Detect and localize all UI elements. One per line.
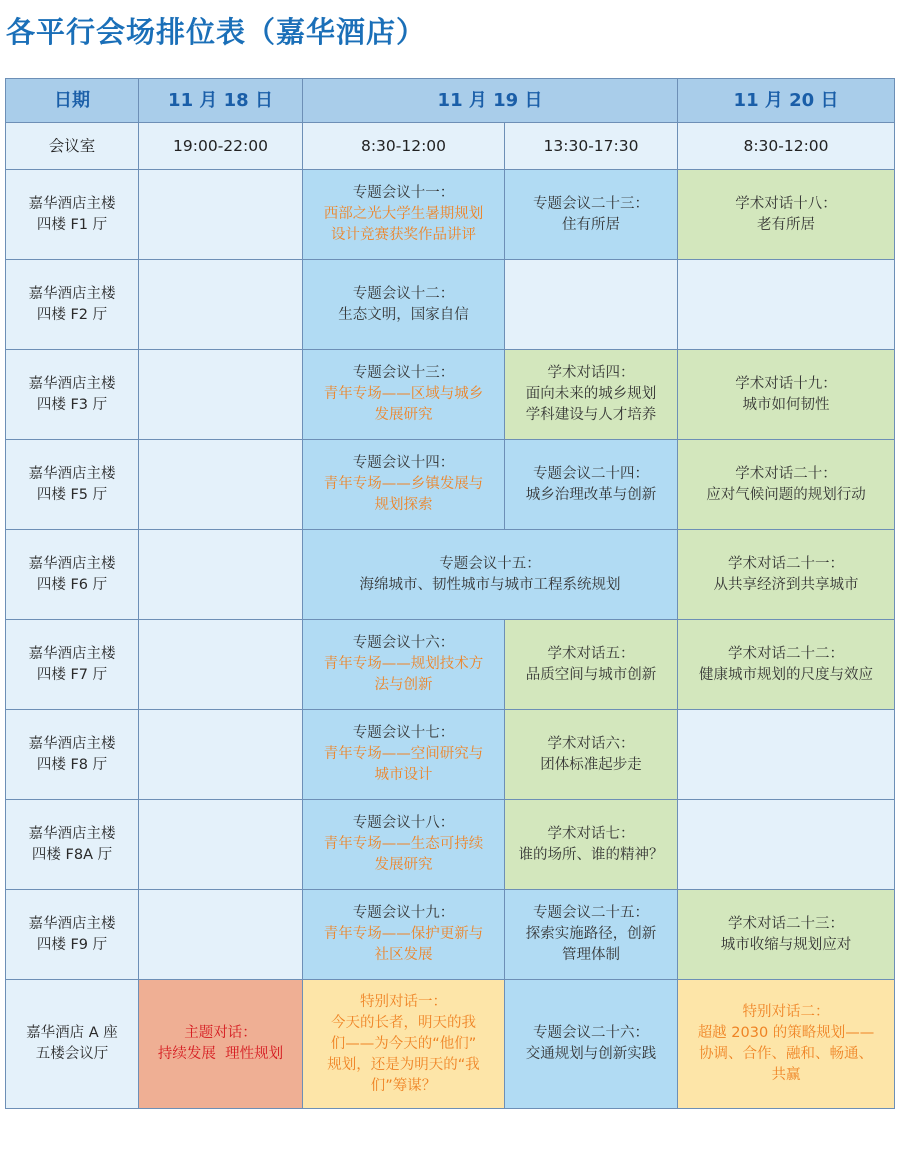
room-label: 会议室 bbox=[6, 123, 139, 170]
session-topic: 协调、合作、融和、畅通、 bbox=[699, 1046, 873, 1062]
session-title: 学术对话六： bbox=[547, 735, 635, 752]
session-cell bbox=[505, 800, 678, 890]
session-cell bbox=[303, 440, 505, 530]
session-topic: 超越 2030 的策略规划—— bbox=[697, 1025, 875, 1041]
room-cell bbox=[6, 890, 139, 980]
session-title: 主题对话： bbox=[184, 1025, 257, 1041]
session-topic: 今天的长者，明天的我 bbox=[331, 1014, 476, 1031]
time-nov-19-pm: 13:30-17:30 bbox=[505, 123, 678, 170]
room-cell bbox=[6, 530, 139, 620]
room-cell bbox=[6, 710, 139, 800]
session-title: 专题会议二十六： bbox=[533, 1025, 649, 1041]
session-cell bbox=[505, 440, 678, 530]
time-row bbox=[6, 123, 895, 170]
session-cell bbox=[303, 800, 505, 890]
session-title: 学术对话五： bbox=[547, 645, 635, 662]
session-title: 专题会议十八： bbox=[352, 815, 455, 831]
room-line: 嘉华酒店主楼 bbox=[28, 555, 116, 572]
table-row bbox=[6, 620, 895, 710]
table-row bbox=[6, 440, 895, 530]
empty-cell bbox=[139, 170, 303, 260]
empty-cell bbox=[139, 530, 303, 620]
room-cell bbox=[6, 170, 139, 260]
table-row bbox=[6, 710, 895, 800]
room-line: 四楼 F9 厅 bbox=[36, 936, 108, 953]
session-topic: 法与创新 bbox=[374, 677, 433, 693]
session-topic: 社区发展 bbox=[374, 947, 433, 963]
session-topic: 海绵城市、韧性城市与城市工程系统规划 bbox=[359, 576, 621, 593]
session-topic: 品质空间与城市创新 bbox=[525, 666, 657, 683]
session-topic: 谁的场所、谁的精神？ bbox=[518, 846, 664, 863]
session-cell bbox=[678, 620, 895, 710]
session-cell bbox=[505, 980, 678, 1109]
room-line: 嘉华酒店主楼 bbox=[28, 825, 116, 842]
session-topic: 生态文明，国家自信 bbox=[338, 306, 469, 323]
session-cell bbox=[678, 530, 895, 620]
session-topic: 探索实施路径，创新 bbox=[525, 926, 657, 942]
session-title: 特别对话二： bbox=[742, 1004, 830, 1020]
session-title: 学术对话二十： bbox=[735, 465, 837, 482]
room-cell bbox=[6, 350, 139, 440]
table-row bbox=[6, 530, 895, 620]
empty-cell bbox=[505, 260, 678, 350]
session-cell bbox=[505, 890, 678, 980]
session-topic: 发展研究 bbox=[374, 857, 433, 873]
room-cell bbox=[6, 440, 139, 530]
session-topic: 管理体制 bbox=[562, 947, 620, 963]
time-nov-19-am: 8:30-12:00 bbox=[303, 123, 505, 170]
session-topic: 健康城市规划的尺度与效应 bbox=[699, 666, 873, 683]
session-title: 专题会议十四： bbox=[352, 455, 455, 471]
session-cell bbox=[303, 530, 678, 620]
date-nov-20: 11 月 20 日 bbox=[678, 79, 895, 123]
session-topic: 城乡治理改革与创新 bbox=[525, 486, 657, 503]
header-row bbox=[6, 79, 895, 123]
room-line: 嘉华酒店主楼 bbox=[28, 645, 116, 662]
session-cell bbox=[303, 980, 505, 1109]
session-topic: 青年专场——生态可持续 bbox=[323, 836, 484, 852]
session-cell bbox=[505, 170, 678, 260]
room-line: 四楼 F7 厅 bbox=[36, 666, 108, 683]
session-cell bbox=[303, 260, 505, 350]
session-title: 学术对话二十二： bbox=[728, 645, 844, 662]
session-topic: 老有所居 bbox=[757, 216, 815, 233]
session-topic: 们”筹谋？ bbox=[370, 1077, 437, 1094]
session-title: 专题会议二十四： bbox=[533, 465, 649, 482]
session-cell bbox=[505, 710, 678, 800]
empty-cell bbox=[678, 710, 895, 800]
session-title: 专题会议二十五： bbox=[533, 905, 649, 921]
empty-cell bbox=[139, 800, 303, 890]
room-line: 嘉华酒店主楼 bbox=[28, 195, 116, 212]
session-topic: 西部之光大学生暑期规划 bbox=[323, 206, 484, 222]
room-line: 嘉华酒店主楼 bbox=[28, 735, 116, 752]
session-cell bbox=[678, 350, 895, 440]
session-cell bbox=[303, 620, 505, 710]
schedule-table bbox=[5, 78, 895, 1109]
session-topic: 学科建设与人才培养 bbox=[525, 407, 657, 423]
date-nov-19: 11 月 19 日 bbox=[303, 79, 678, 123]
session-cell bbox=[678, 890, 895, 980]
session-title: 专题会议十九： bbox=[352, 905, 455, 921]
empty-cell bbox=[139, 710, 303, 800]
room-line: 四楼 F8 厅 bbox=[36, 756, 108, 773]
room-line: 四楼 F1 厅 bbox=[36, 216, 108, 233]
room-cell bbox=[6, 800, 139, 890]
room-cell bbox=[6, 260, 139, 350]
room-line: 嘉华酒店主楼 bbox=[28, 375, 116, 392]
page-title: 各平行会场排位表（嘉华酒店） bbox=[6, 15, 427, 49]
room-line: 四楼 F6 厅 bbox=[36, 576, 108, 593]
session-cell bbox=[678, 170, 895, 260]
table-row bbox=[6, 260, 895, 350]
time-nov-20-am: 8:30-12:00 bbox=[678, 123, 895, 170]
table-row bbox=[6, 350, 895, 440]
session-topic: 规划，还是为明天的“我 bbox=[327, 1056, 480, 1073]
session-title: 专题会议二十三： bbox=[533, 195, 649, 212]
table-row bbox=[6, 890, 895, 980]
session-topic: 城市如何韧性 bbox=[742, 396, 830, 413]
table-row bbox=[6, 170, 895, 260]
session-topic: 面向未来的城乡规划 bbox=[525, 386, 657, 402]
room-cell bbox=[6, 620, 139, 710]
session-title: 学术对话十八： bbox=[735, 195, 837, 212]
session-topic: 青年专场——保护更新与 bbox=[323, 926, 484, 942]
session-topic: 青年专场——区域与城乡 bbox=[323, 386, 484, 402]
session-topic: 应对气候问题的规划行动 bbox=[706, 486, 866, 503]
session-title: 专题会议十二： bbox=[352, 285, 455, 302]
session-title: 学术对话二十一： bbox=[728, 555, 844, 572]
session-topic: 青年专场——规划技术方 bbox=[323, 656, 484, 672]
empty-cell bbox=[139, 350, 303, 440]
session-topic: 持续发展 理性规划 bbox=[157, 1046, 284, 1062]
session-topic: 设计竞赛获奖作品讲评 bbox=[331, 227, 476, 243]
session-topic: 青年专场——空间研究与 bbox=[323, 746, 484, 762]
table-row bbox=[6, 980, 895, 1109]
table-row bbox=[6, 800, 895, 890]
session-topic: 共赢 bbox=[771, 1067, 801, 1083]
session-cell bbox=[505, 620, 678, 710]
session-cell bbox=[303, 890, 505, 980]
room-line: 四楼 F8A 厅 bbox=[31, 846, 113, 863]
session-topic: 青年专场——乡镇发展与 bbox=[323, 476, 484, 492]
date-label: 日期 bbox=[6, 79, 139, 123]
session-title: 专题会议十一： bbox=[352, 185, 455, 201]
session-topic: 城市收缩与规划应对 bbox=[720, 936, 852, 953]
session-title: 特别对话一： bbox=[360, 993, 447, 1010]
session-topic: 团体标准起步走 bbox=[540, 756, 642, 773]
session-cell bbox=[678, 440, 895, 530]
session-title: 专题会议十五： bbox=[439, 555, 541, 572]
session-title: 专题会议十六： bbox=[352, 635, 455, 651]
time-nov-18: 19:00-22:00 bbox=[139, 123, 303, 170]
session-cell bbox=[303, 710, 505, 800]
empty-cell bbox=[678, 800, 895, 890]
room-line: 四楼 F2 厅 bbox=[36, 306, 108, 323]
session-topic: 们——为今天的“他们” bbox=[330, 1035, 477, 1052]
session-cell bbox=[139, 980, 303, 1109]
session-topic: 发展研究 bbox=[374, 407, 433, 423]
room-line: 五楼会议厅 bbox=[35, 1046, 109, 1062]
room-line: 嘉华酒店主楼 bbox=[28, 285, 116, 302]
session-topic: 从共享经济到共享城市 bbox=[713, 576, 859, 593]
session-topic: 规划探索 bbox=[374, 497, 433, 513]
session-title: 专题会议十三： bbox=[352, 365, 455, 381]
session-topic: 城市设计 bbox=[374, 767, 433, 783]
session-title: 学术对话七： bbox=[547, 825, 635, 842]
session-title: 学术对话二十三： bbox=[728, 915, 844, 932]
session-title: 专题会议十七： bbox=[352, 725, 455, 741]
empty-cell bbox=[139, 260, 303, 350]
empty-cell bbox=[139, 440, 303, 530]
empty-cell bbox=[678, 260, 895, 350]
session-cell bbox=[303, 170, 505, 260]
room-line: 嘉华酒店 A 座 bbox=[26, 1025, 118, 1041]
session-title: 学术对话十九： bbox=[735, 375, 837, 392]
room-line: 四楼 F5 厅 bbox=[36, 486, 108, 503]
session-cell bbox=[678, 980, 895, 1109]
session-title: 学术对话四： bbox=[547, 365, 635, 381]
session-topic: 交通规划与创新实践 bbox=[525, 1046, 657, 1062]
room-line: 嘉华酒店主楼 bbox=[28, 465, 116, 482]
empty-cell bbox=[139, 620, 303, 710]
room-line: 嘉华酒店主楼 bbox=[28, 915, 116, 932]
session-cell bbox=[505, 350, 678, 440]
room-line: 四楼 F3 厅 bbox=[36, 396, 108, 413]
room-cell bbox=[6, 980, 139, 1109]
session-topic: 住有所居 bbox=[562, 216, 620, 233]
empty-cell bbox=[139, 890, 303, 980]
session-cell bbox=[303, 350, 505, 440]
date-nov-18: 11 月 18 日 bbox=[139, 79, 303, 123]
